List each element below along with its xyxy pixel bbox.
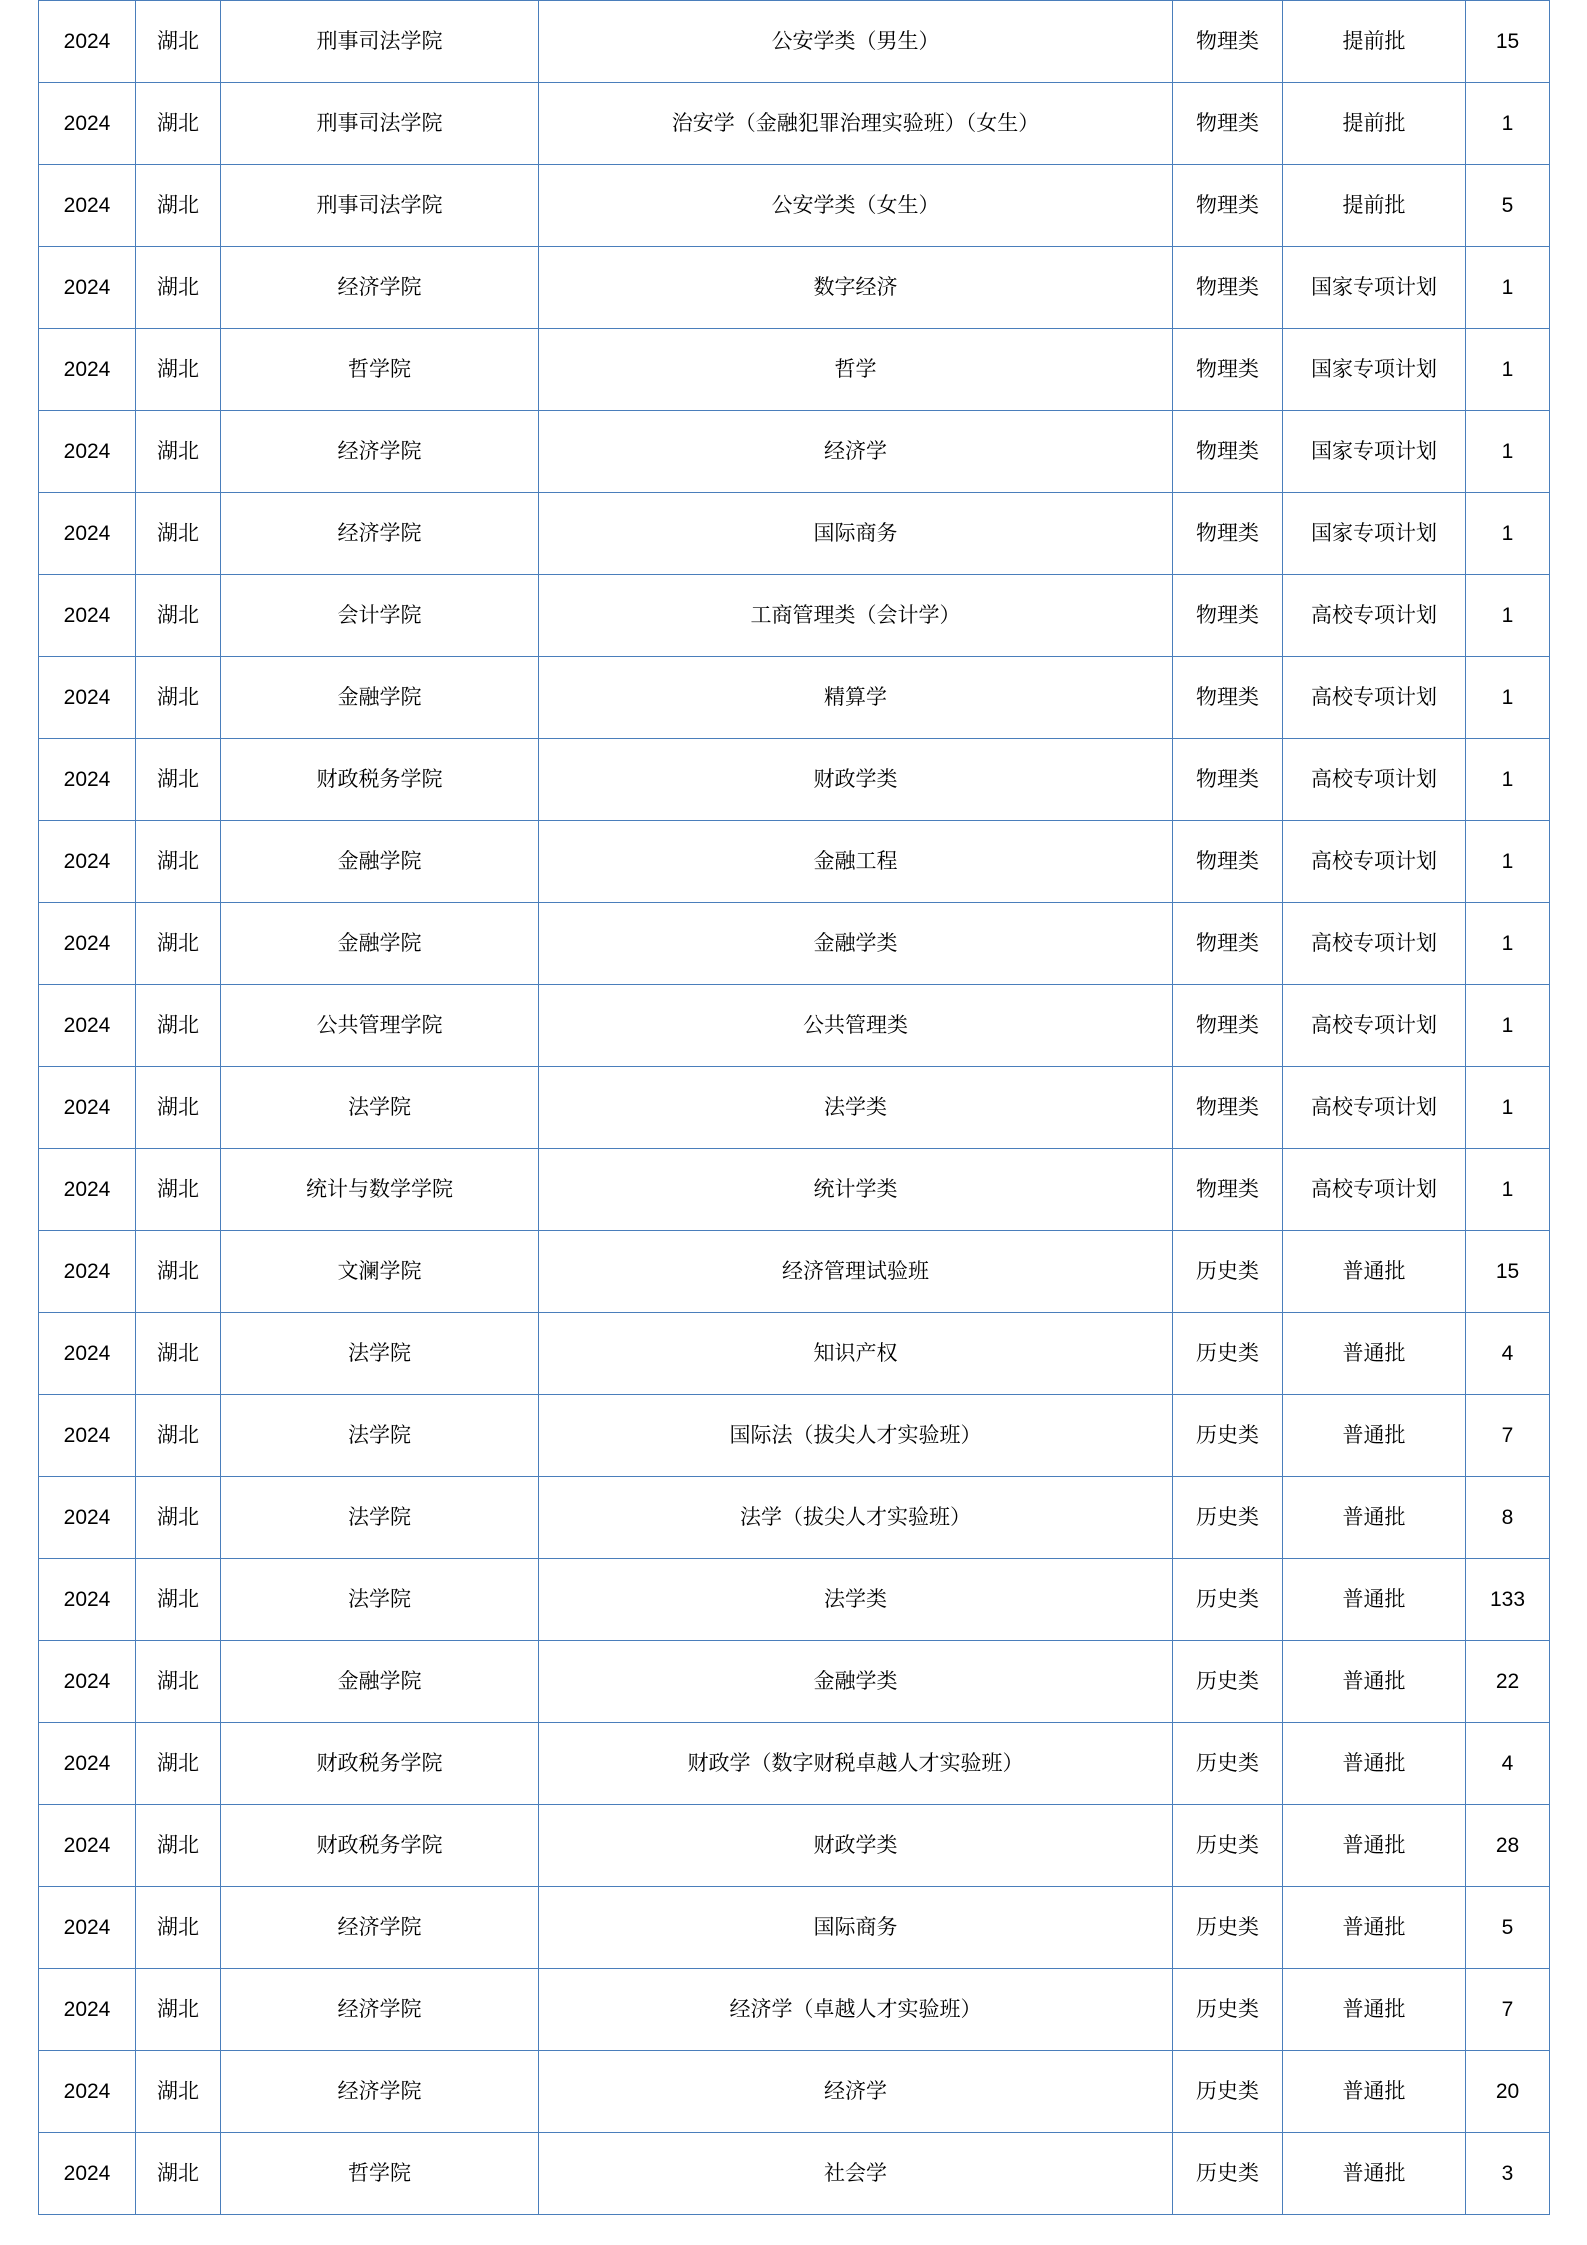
cell-plan-count: 8 <box>1466 1477 1550 1559</box>
cell-plan-count: 1 <box>1466 329 1550 411</box>
table-row <box>39 411 1550 493</box>
table-row <box>39 575 1550 657</box>
cell-batch: 普通批 <box>1283 1887 1466 1969</box>
table-row <box>39 985 1550 1067</box>
cell-plan-count: 1 <box>1466 903 1550 985</box>
cell-province: 湖北 <box>136 247 221 329</box>
cell-college: 哲学院 <box>221 329 539 411</box>
cell-year: 2024 <box>39 2051 136 2133</box>
cell-year: 2024 <box>39 739 136 821</box>
cell-college: 金融学院 <box>221 1641 539 1723</box>
cell-major: 治安学（金融犯罪治理实验班）（女生） <box>539 83 1173 165</box>
cell-subject-category: 物理类 <box>1173 493 1283 575</box>
cell-subject-category: 物理类 <box>1173 83 1283 165</box>
cell-year: 2024 <box>39 1067 136 1149</box>
cell-year: 2024 <box>39 329 136 411</box>
cell-year: 2024 <box>39 1805 136 1887</box>
cell-province: 湖北 <box>136 1313 221 1395</box>
cell-major: 公共管理类 <box>539 985 1173 1067</box>
table-row <box>39 739 1550 821</box>
cell-major: 国际法（拔尖人才实验班） <box>539 1395 1173 1477</box>
cell-year: 2024 <box>39 1231 136 1313</box>
cell-year: 2024 <box>39 1641 136 1723</box>
cell-province: 湖北 <box>136 903 221 985</box>
cell-year: 2024 <box>39 1477 136 1559</box>
cell-province: 湖北 <box>136 2051 221 2133</box>
cell-year: 2024 <box>39 1969 136 2051</box>
enrollment-plan-table <box>38 0 1550 2215</box>
cell-plan-count: 5 <box>1466 1887 1550 1969</box>
cell-college: 公共管理学院 <box>221 985 539 1067</box>
cell-subject-category: 历史类 <box>1173 1313 1283 1395</box>
cell-plan-count: 1 <box>1466 1149 1550 1231</box>
cell-subject-category: 物理类 <box>1173 903 1283 985</box>
cell-subject-category: 物理类 <box>1173 329 1283 411</box>
cell-year: 2024 <box>39 821 136 903</box>
cell-plan-count: 1 <box>1466 493 1550 575</box>
cell-subject-category: 物理类 <box>1173 1067 1283 1149</box>
cell-province: 湖北 <box>136 1231 221 1313</box>
table-row <box>39 165 1550 247</box>
table-row <box>39 903 1550 985</box>
cell-major: 金融学类 <box>539 903 1173 985</box>
cell-college: 文澜学院 <box>221 1231 539 1313</box>
cell-plan-count: 28 <box>1466 1805 1550 1887</box>
cell-subject-category: 物理类 <box>1173 657 1283 739</box>
table-row <box>39 1395 1550 1477</box>
table-row <box>39 1313 1550 1395</box>
table-row <box>39 1723 1550 1805</box>
cell-batch: 普通批 <box>1283 2133 1466 2215</box>
cell-plan-count: 22 <box>1466 1641 1550 1723</box>
table-body <box>39 1 1550 2215</box>
cell-college: 统计与数学学院 <box>221 1149 539 1231</box>
cell-batch: 高校专项计划 <box>1283 1149 1466 1231</box>
cell-year: 2024 <box>39 575 136 657</box>
cell-subject-category: 历史类 <box>1173 1887 1283 1969</box>
cell-batch: 普通批 <box>1283 1969 1466 2051</box>
cell-province: 湖北 <box>136 329 221 411</box>
cell-plan-count: 1 <box>1466 657 1550 739</box>
table-row <box>39 1231 1550 1313</box>
cell-batch: 提前批 <box>1283 83 1466 165</box>
cell-year: 2024 <box>39 1559 136 1641</box>
cell-year: 2024 <box>39 1887 136 1969</box>
table-row <box>39 1 1550 83</box>
cell-subject-category: 历史类 <box>1173 1395 1283 1477</box>
cell-major: 法学类 <box>539 1559 1173 1641</box>
cell-major: 法学（拔尖人才实验班） <box>539 1477 1173 1559</box>
cell-year: 2024 <box>39 903 136 985</box>
cell-batch: 提前批 <box>1283 1 1466 83</box>
cell-major: 经济学（卓越人才实验班） <box>539 1969 1173 2051</box>
cell-province: 湖北 <box>136 1067 221 1149</box>
cell-major: 财政学（数字财税卓越人才实验班） <box>539 1723 1173 1805</box>
cell-subject-category: 历史类 <box>1173 1723 1283 1805</box>
cell-major: 财政学类 <box>539 1805 1173 1887</box>
cell-batch: 高校专项计划 <box>1283 821 1466 903</box>
cell-province: 湖北 <box>136 2133 221 2215</box>
cell-year: 2024 <box>39 165 136 247</box>
cell-plan-count: 5 <box>1466 165 1550 247</box>
cell-subject-category: 物理类 <box>1173 1 1283 83</box>
cell-province: 湖北 <box>136 1 221 83</box>
cell-subject-category: 历史类 <box>1173 1641 1283 1723</box>
cell-subject-category: 物理类 <box>1173 165 1283 247</box>
cell-college: 法学院 <box>221 1067 539 1149</box>
cell-subject-category: 物理类 <box>1173 985 1283 1067</box>
cell-plan-count: 15 <box>1466 1 1550 83</box>
cell-college: 经济学院 <box>221 411 539 493</box>
cell-year: 2024 <box>39 657 136 739</box>
cell-subject-category: 物理类 <box>1173 1149 1283 1231</box>
table-row <box>39 329 1550 411</box>
cell-batch: 普通批 <box>1283 2051 1466 2133</box>
cell-major: 金融学类 <box>539 1641 1173 1723</box>
cell-plan-count: 7 <box>1466 1395 1550 1477</box>
cell-college: 刑事司法学院 <box>221 1 539 83</box>
cell-year: 2024 <box>39 411 136 493</box>
cell-province: 湖北 <box>136 1969 221 2051</box>
cell-batch: 普通批 <box>1283 1805 1466 1887</box>
table-row <box>39 2133 1550 2215</box>
table-row <box>39 493 1550 575</box>
cell-subject-category: 物理类 <box>1173 247 1283 329</box>
cell-major: 财政学类 <box>539 739 1173 821</box>
cell-plan-count: 1 <box>1466 739 1550 821</box>
table-row <box>39 1805 1550 1887</box>
cell-year: 2024 <box>39 1723 136 1805</box>
cell-subject-category: 物理类 <box>1173 575 1283 657</box>
cell-batch: 普通批 <box>1283 1477 1466 1559</box>
table-row <box>39 1641 1550 1723</box>
cell-college: 经济学院 <box>221 1969 539 2051</box>
cell-province: 湖北 <box>136 1477 221 1559</box>
cell-province: 湖北 <box>136 1641 221 1723</box>
cell-plan-count: 1 <box>1466 821 1550 903</box>
cell-year: 2024 <box>39 2133 136 2215</box>
cell-province: 湖北 <box>136 1723 221 1805</box>
cell-year: 2024 <box>39 247 136 329</box>
cell-batch: 高校专项计划 <box>1283 739 1466 821</box>
cell-major: 公安学类（男生） <box>539 1 1173 83</box>
cell-subject-category: 历史类 <box>1173 1559 1283 1641</box>
cell-province: 湖北 <box>136 83 221 165</box>
cell-college: 财政税务学院 <box>221 1805 539 1887</box>
cell-batch: 高校专项计划 <box>1283 903 1466 985</box>
cell-major: 哲学 <box>539 329 1173 411</box>
cell-major: 国际商务 <box>539 1887 1173 1969</box>
cell-batch: 普通批 <box>1283 1395 1466 1477</box>
cell-college: 刑事司法学院 <box>221 83 539 165</box>
cell-subject-category: 历史类 <box>1173 2051 1283 2133</box>
table-row <box>39 1149 1550 1231</box>
cell-province: 湖北 <box>136 1559 221 1641</box>
cell-batch: 高校专项计划 <box>1283 575 1466 657</box>
cell-college: 会计学院 <box>221 575 539 657</box>
table-row <box>39 1887 1550 1969</box>
cell-year: 2024 <box>39 493 136 575</box>
cell-college: 财政税务学院 <box>221 1723 539 1805</box>
cell-college: 法学院 <box>221 1559 539 1641</box>
cell-plan-count: 1 <box>1466 83 1550 165</box>
table-row <box>39 1477 1550 1559</box>
cell-province: 湖北 <box>136 1395 221 1477</box>
cell-province: 湖北 <box>136 1805 221 1887</box>
cell-major: 公安学类（女生） <box>539 165 1173 247</box>
cell-batch: 普通批 <box>1283 1313 1466 1395</box>
cell-plan-count: 1 <box>1466 575 1550 657</box>
cell-province: 湖北 <box>136 821 221 903</box>
cell-plan-count: 1 <box>1466 247 1550 329</box>
cell-plan-count: 1 <box>1466 1067 1550 1149</box>
cell-plan-count: 4 <box>1466 1723 1550 1805</box>
cell-college: 经济学院 <box>221 1887 539 1969</box>
table-row <box>39 83 1550 165</box>
cell-province: 湖北 <box>136 575 221 657</box>
cell-plan-count: 15 <box>1466 1231 1550 1313</box>
cell-plan-count: 3 <box>1466 2133 1550 2215</box>
cell-college: 财政税务学院 <box>221 739 539 821</box>
cell-major: 法学类 <box>539 1067 1173 1149</box>
cell-batch: 普通批 <box>1283 1231 1466 1313</box>
cell-province: 湖北 <box>136 1149 221 1231</box>
cell-batch: 国家专项计划 <box>1283 329 1466 411</box>
cell-year: 2024 <box>39 1395 136 1477</box>
cell-college: 金融学院 <box>221 657 539 739</box>
cell-batch: 普通批 <box>1283 1723 1466 1805</box>
cell-year: 2024 <box>39 1313 136 1395</box>
cell-college: 刑事司法学院 <box>221 165 539 247</box>
cell-subject-category: 物理类 <box>1173 739 1283 821</box>
table-row <box>39 657 1550 739</box>
cell-subject-category: 历史类 <box>1173 2133 1283 2215</box>
cell-subject-category: 历史类 <box>1173 1231 1283 1313</box>
table-row <box>39 821 1550 903</box>
cell-college: 法学院 <box>221 1477 539 1559</box>
cell-college: 经济学院 <box>221 2051 539 2133</box>
cell-batch: 国家专项计划 <box>1283 411 1466 493</box>
cell-subject-category: 物理类 <box>1173 411 1283 493</box>
cell-plan-count: 1 <box>1466 985 1550 1067</box>
cell-major: 金融工程 <box>539 821 1173 903</box>
cell-province: 湖北 <box>136 165 221 247</box>
cell-subject-category: 历史类 <box>1173 1477 1283 1559</box>
cell-plan-count: 7 <box>1466 1969 1550 2051</box>
cell-major: 经济管理试验班 <box>539 1231 1173 1313</box>
cell-batch: 国家专项计划 <box>1283 493 1466 575</box>
cell-province: 湖北 <box>136 657 221 739</box>
table-row <box>39 2051 1550 2133</box>
cell-college: 法学院 <box>221 1313 539 1395</box>
cell-plan-count: 133 <box>1466 1559 1550 1641</box>
cell-year: 2024 <box>39 985 136 1067</box>
cell-batch: 高校专项计划 <box>1283 1067 1466 1149</box>
cell-major: 经济学 <box>539 2051 1173 2133</box>
cell-plan-count: 20 <box>1466 2051 1550 2133</box>
cell-batch: 国家专项计划 <box>1283 247 1466 329</box>
cell-college: 经济学院 <box>221 247 539 329</box>
table-row <box>39 1067 1550 1149</box>
cell-college: 金融学院 <box>221 903 539 985</box>
table-row <box>39 1969 1550 2051</box>
cell-year: 2024 <box>39 1149 136 1231</box>
cell-province: 湖北 <box>136 985 221 1067</box>
cell-major: 数字经济 <box>539 247 1173 329</box>
cell-province: 湖北 <box>136 493 221 575</box>
cell-major: 国际商务 <box>539 493 1173 575</box>
cell-batch: 高校专项计划 <box>1283 985 1466 1067</box>
cell-major: 社会学 <box>539 2133 1173 2215</box>
cell-batch: 普通批 <box>1283 1559 1466 1641</box>
cell-province: 湖北 <box>136 411 221 493</box>
cell-college: 哲学院 <box>221 2133 539 2215</box>
cell-plan-count: 1 <box>1466 411 1550 493</box>
cell-college: 法学院 <box>221 1395 539 1477</box>
cell-province: 湖北 <box>136 1887 221 1969</box>
cell-major: 精算学 <box>539 657 1173 739</box>
cell-subject-category: 历史类 <box>1173 1805 1283 1887</box>
cell-plan-count: 4 <box>1466 1313 1550 1395</box>
cell-major: 知识产权 <box>539 1313 1173 1395</box>
cell-batch: 提前批 <box>1283 165 1466 247</box>
table-row <box>39 247 1550 329</box>
cell-subject-category: 历史类 <box>1173 1969 1283 2051</box>
cell-year: 2024 <box>39 1 136 83</box>
cell-major: 统计学类 <box>539 1149 1173 1231</box>
cell-batch: 高校专项计划 <box>1283 657 1466 739</box>
cell-province: 湖北 <box>136 739 221 821</box>
table-row <box>39 1559 1550 1641</box>
cell-major: 工商管理类（会计学） <box>539 575 1173 657</box>
cell-batch: 普通批 <box>1283 1641 1466 1723</box>
cell-year: 2024 <box>39 83 136 165</box>
cell-major: 经济学 <box>539 411 1173 493</box>
cell-college: 经济学院 <box>221 493 539 575</box>
cell-college: 金融学院 <box>221 821 539 903</box>
cell-subject-category: 物理类 <box>1173 821 1283 903</box>
